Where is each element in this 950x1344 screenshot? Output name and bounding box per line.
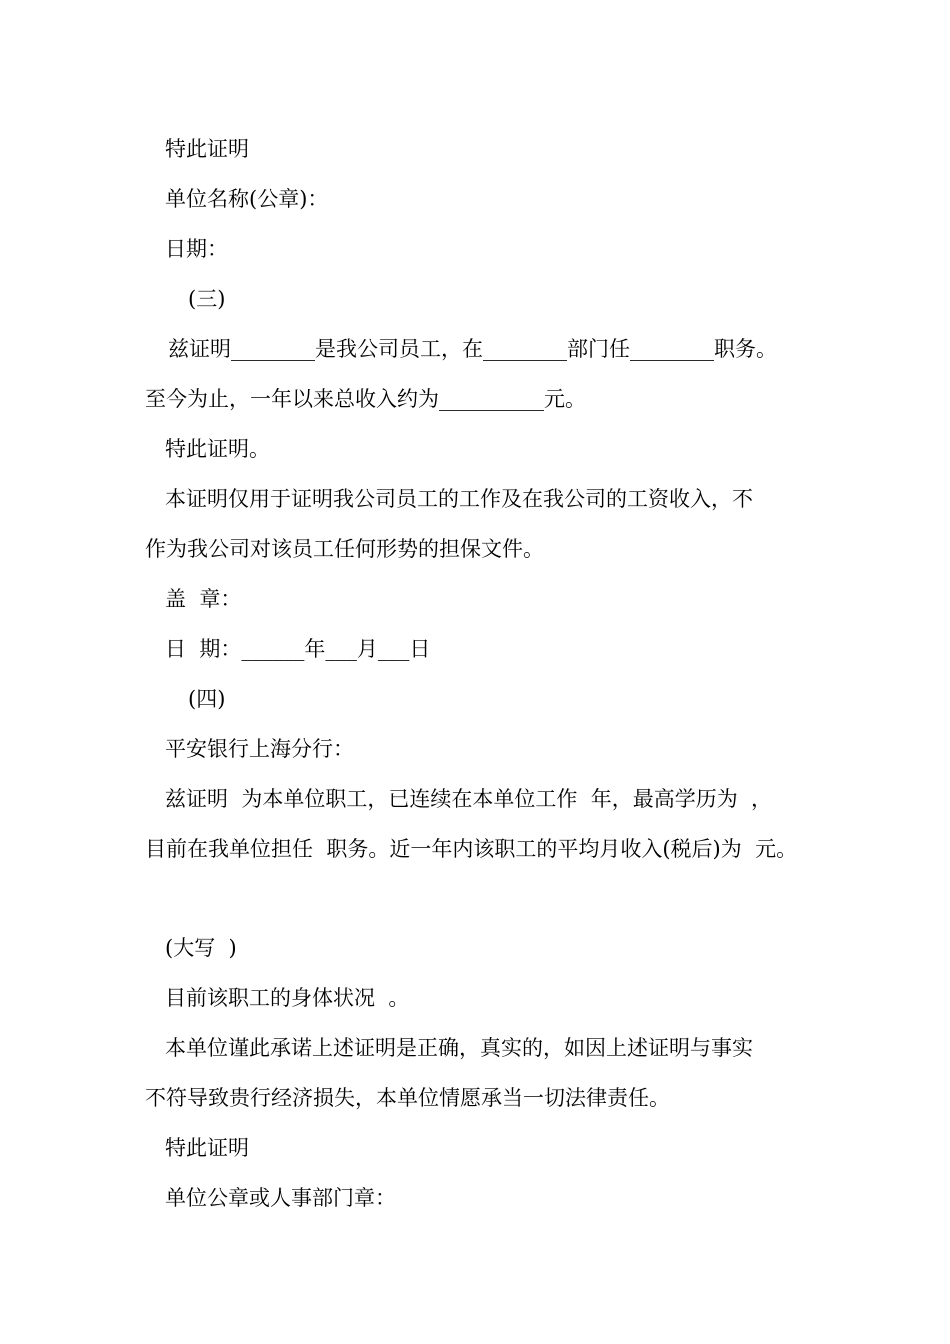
- annual-income-line: 至今为止，一年以来总收入约为__________元。: [145, 387, 586, 411]
- section-three-heading: (三): [188, 287, 226, 311]
- commitment-line-continued: 不符导致贵行经济损失，本单位情愿承当一切法律责任。: [145, 1086, 670, 1110]
- closing-line: 特此证明: [165, 137, 249, 161]
- addressee-line: 平安银行上海分行：: [165, 737, 354, 761]
- commitment-line: 本单位谨此承诺上述证明是正确，真实的，如因上述证明与事实: [165, 1036, 753, 1060]
- unit-seal-line: 单位公章或人事部门章：: [165, 1186, 396, 1210]
- employee-certification-line: 兹证明________是我公司员工，在________部门任________职务。: [168, 337, 777, 361]
- date-fill-line: 日 期：______年___月___日: [165, 637, 431, 661]
- section-four-heading: (四): [188, 687, 226, 711]
- date-line: 日期：: [165, 237, 228, 261]
- employment-certification-line: 兹证明 为本单位职工，已连续在本单位工作 年，最高学历为 ，: [165, 787, 773, 811]
- unit-name-seal-line: 单位名称(公章)：: [165, 187, 329, 211]
- seal-line: 盖 章：: [165, 587, 242, 611]
- health-status-line: 目前该职工的身体状况 。: [165, 986, 410, 1010]
- disclaimer-line-continued: 作为我公司对该员工任何形势的担保文件。: [145, 537, 544, 561]
- disclaimer-line: 本证明仅用于证明我公司员工的工作及在我公司的工资收入，不: [165, 487, 753, 511]
- closing-line: 特此证明: [165, 1136, 249, 1160]
- amount-in-words-line: (大写 ): [165, 936, 237, 960]
- position-income-line: 目前在我单位担任 职务。近一年内该职工的平均月收入(税后)为 元。: [145, 837, 798, 861]
- closing-line: 特此证明。: [165, 437, 270, 461]
